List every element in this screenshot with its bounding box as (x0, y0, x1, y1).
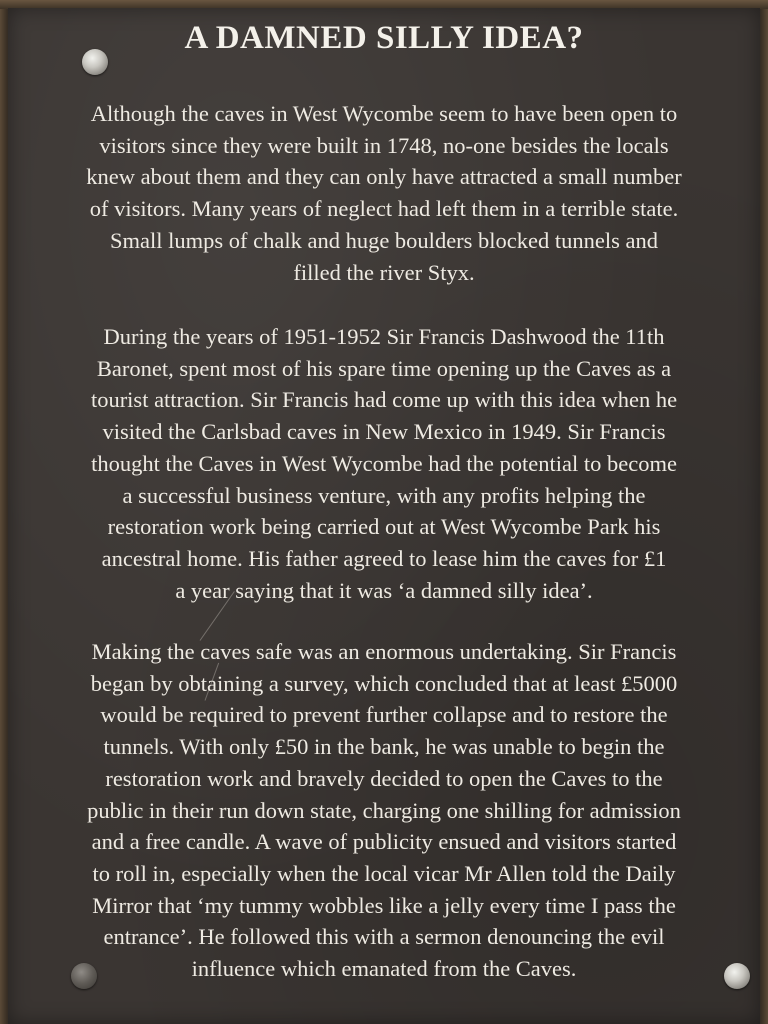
paragraph-3 (34, 636, 734, 985)
text-line: began by obtaining a survey, which concluded that at least £5000 (90, 670, 678, 696)
text-line: Small lumps of chalk and huge boulders blocked tunnels and (109, 227, 659, 253)
text-line: would be required to prevent further collapse and to restore the (100, 702, 668, 728)
text-line: ancestral home. His father agreed to lease him the caves for £1 (101, 545, 667, 571)
text-line: restoration work being carried out at West Wycombe Park his (107, 514, 661, 540)
text-line: restoration work and bravely decided to open the Caves to the (105, 765, 663, 791)
text-line: public in their run down state, charging one shilling for admission (87, 797, 681, 823)
text-line: influence which emanated from the Caves. (191, 956, 577, 982)
text-line: Making the caves safe was an enormous undertaking. Sir Francis (91, 639, 677, 664)
text-line: tourist attraction. Sir Francis had come up with this idea when he (90, 387, 678, 413)
text-line: a successful business venture, with any profits helping the (122, 482, 646, 508)
text-line: filled the river Styx. (293, 259, 475, 285)
text-line: Mirror that ‘my tummy wobbles like a jelly every time I pass the (92, 892, 676, 918)
paragraph-2 (34, 321, 734, 606)
text-line: visitors since they were built in 1748, no-one besides the locals (99, 132, 669, 158)
text-line: thought the Caves in West Wycombe had the potential to become (91, 450, 677, 476)
text-line: a year saying that it was ‘a damned silly idea’. (175, 577, 593, 603)
text-line: tunnels. With only £50 in the bank, he was unable to begin the (103, 734, 665, 760)
plaque-title: A DAMNED SILLY IDEA? (184, 20, 584, 56)
text-line: to roll in, especially when the local vicar Mr Allen told the Daily (92, 860, 676, 886)
paragraph-1 (34, 98, 734, 288)
text-line: and a free candle. A wave of publicity ensued and visitors started (91, 829, 677, 855)
text-line: visited the Carlsbad caves in New Mexico in 1949. Sir Francis (102, 419, 666, 445)
text-line: of visitors. Many years of neglect had left them in a terrible state. (89, 196, 679, 222)
text-line: Although the caves in West Wycombe seem to have been open to (90, 101, 678, 126)
text-line: During the years of 1951-1952 Sir Francis Dashwood the 11th (103, 324, 665, 349)
text-line: knew about them and they can only have attracted a small number (86, 164, 682, 190)
text-line: Baronet, spent most of his spare time opening up the Caves as a (96, 355, 672, 381)
text-line: entrance’. He followed this with a sermon denouncing the evil (103, 924, 665, 950)
